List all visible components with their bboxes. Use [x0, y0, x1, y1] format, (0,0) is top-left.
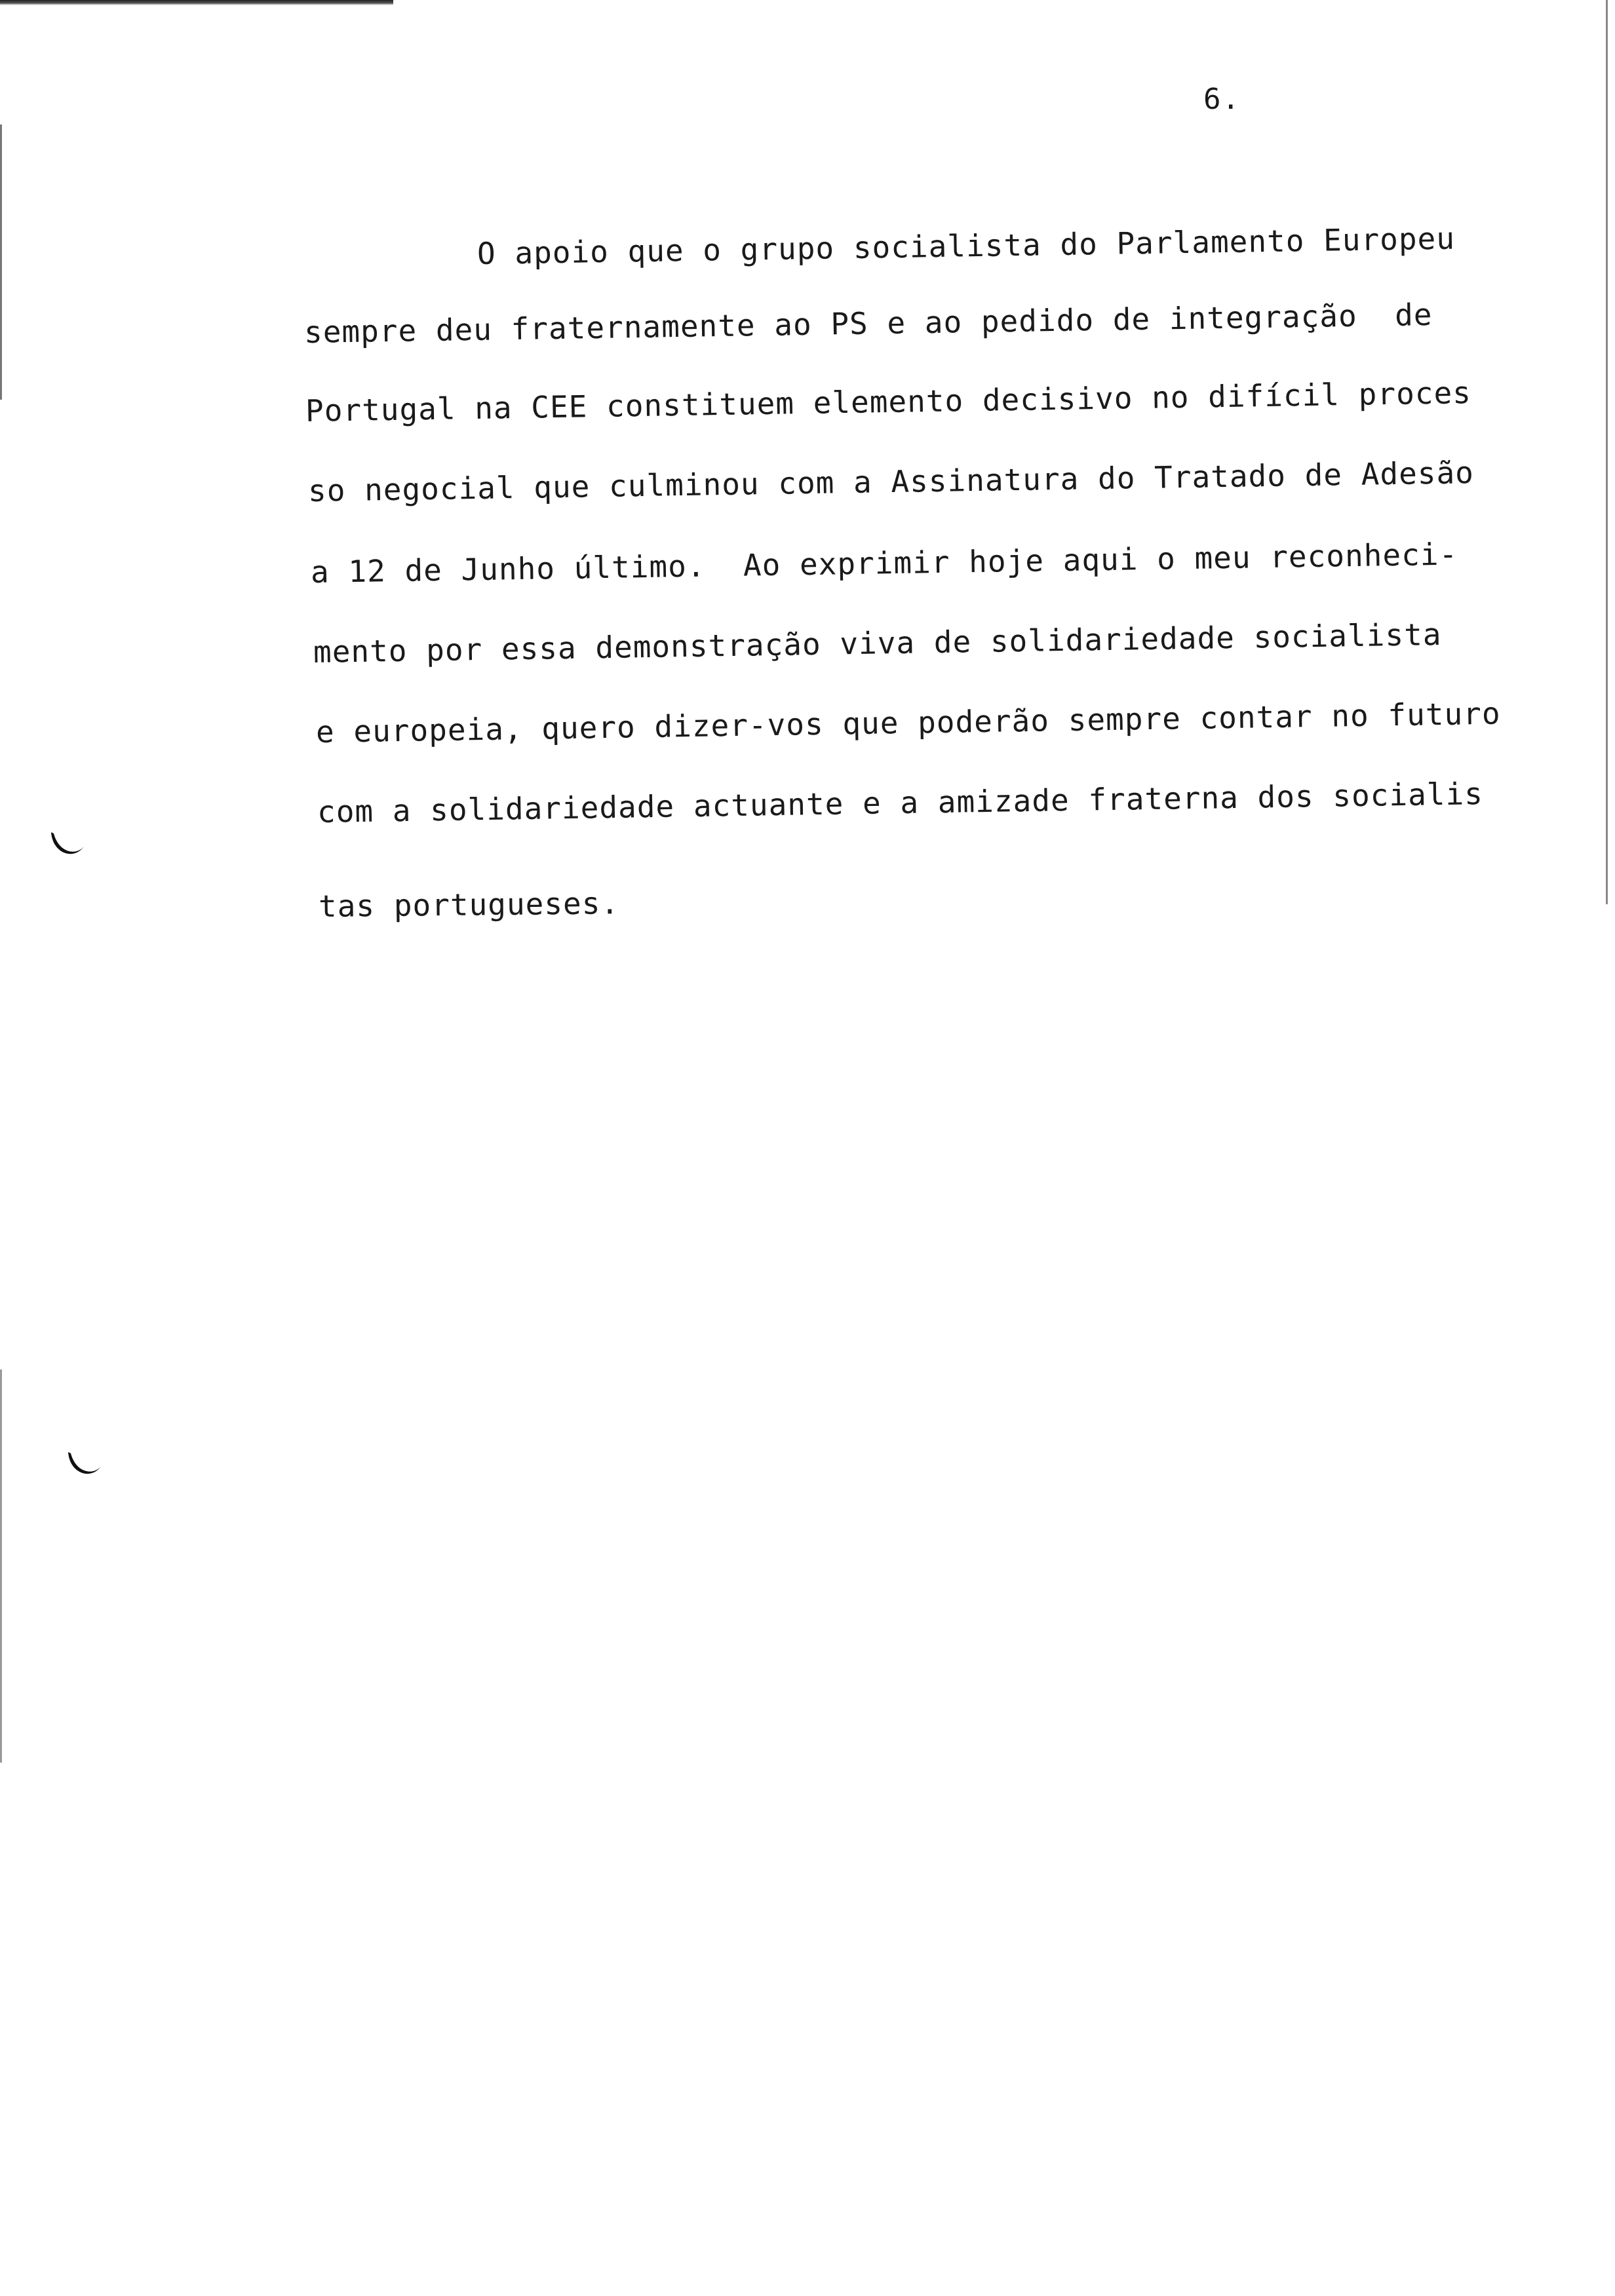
text-line: tas portugueses. — [318, 885, 620, 924]
text-line: a 12 de Junho último. Ao exprimir hoje aqui o meu reconheci- — [310, 536, 1458, 590]
punch-hole-icon — [64, 1447, 104, 1486]
text-line: O apoio que o grupo socialista do Parlamento Europeu — [477, 220, 1456, 271]
text-line: e europeia, quero dizer-vos que poderão sempre contar no futuro — [315, 695, 1501, 750]
text-line: sempre deu fraternamente ao PS e ao pedido de integração de — [303, 296, 1433, 350]
scan-top-edge — [0, 0, 393, 5]
scan-right-edge — [1606, 0, 1608, 904]
scan-left-edge — [0, 1369, 2, 1763]
punch-hole-icon — [47, 827, 87, 866]
scan-left-edge — [0, 124, 2, 400]
text-line: mento por essa demonstração viva de solidariedade socialista — [313, 616, 1442, 670]
text-line: com a solidariedade actuante e a amizade fraterna dos socialis — [317, 776, 1484, 830]
text-line: so negocial que culminou com a Assinatura do Tratado de Adesão — [307, 455, 1475, 508]
page-number: 6. — [1203, 83, 1241, 116]
text-line: Portugal na CEE constituem elemento decisivo no difícil proces — [305, 375, 1472, 429]
